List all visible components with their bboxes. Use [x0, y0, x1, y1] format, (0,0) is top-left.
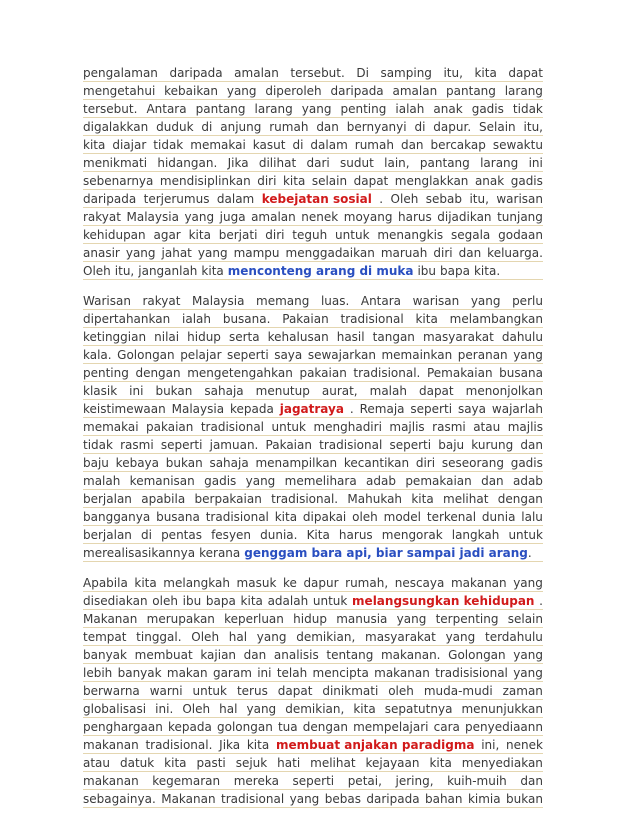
paragraph: [83, 292, 543, 562]
text-line: keistimewaan Malaysia kepada jagatraya . Remaja seperti saya wajarlah: [83, 402, 543, 416]
text-line: tempat tinggal. Oleh hal yang demikian, masyarakat yang terdahulu: [83, 630, 543, 644]
text-line: malah kemanisan gadis yang memelihara adab pemakaian dan adab: [83, 474, 543, 488]
highlighted-phrase-red: jagatraya: [279, 402, 344, 416]
text-line: kehidupan agar kita berjati diri teguh untuk menangkis segala godaan: [83, 228, 543, 242]
text-line: dipertahankan ialah busana. Pakaian tradisional kita melambangkan: [83, 312, 543, 326]
text-line: berjalan apabila berpakaian tradisional. Mahukah kita melihat dengan: [83, 492, 543, 506]
text-line: tidak rasmi seperti jamuan. Pakaian tradisional seperti baju kurung dan: [83, 438, 543, 452]
text-line: ketinggian nilai hidup serta kehalusan hasil tangan masyarakat dahulu: [83, 330, 543, 344]
highlighted-phrase-red: melangsungkan kehidupan: [352, 594, 535, 608]
highlighted-phrase-blue: genggam bara api, biar sampai jadi arang: [244, 546, 528, 560]
text-line: berjalan di pentas fesyen dunia. Kita harus mengorak langkah untuk: [83, 528, 543, 542]
highlighted-phrase-red: membuat anjakan paradigma: [275, 738, 475, 752]
text-line: lebih banyak makan garam ini telah mencipta makanan tradisisional yang: [83, 666, 543, 680]
text-line: berwarna warni untuk terus dapat dinikmati oleh muda-mudi zaman: [83, 684, 543, 698]
document-body: [83, 64, 543, 808]
text-line: mengetahui kebaikan yang diperoleh daripada amalan pantang larang: [83, 84, 543, 98]
text-line: baju kebaya bukan sahaja menampilkan kecantikan diri seseorang gadis: [83, 456, 543, 470]
text-line: pengalaman daripada amalan tersebut. Di samping itu, kita dapat: [83, 66, 543, 80]
text-line: Apabila kita melangkah masuk ke dapur rumah, nescaya makanan yang: [83, 576, 543, 590]
text-line: Makanan merupakan keperluan hidup manusia yang terpenting selain: [83, 612, 543, 626]
text-line: anasir yang jahat yang mampu menggadaikan maruah diri dan keluarga.: [83, 246, 543, 260]
text-line: menikmati hidangan. Jika dilihat dari sudut lain, pantang larang ini: [83, 156, 543, 170]
text-line: disediakan oleh ibu bapa kita adalah untuk melangsungkan kehidupan .: [83, 594, 543, 608]
text-line: penting dengan mengetengahkan pakaian tradisional. Pemakaian busana: [83, 366, 543, 380]
text-line: penghargaan kepada golongan tua dengan mempelajari cara penyediaann: [83, 720, 543, 734]
paragraph: [83, 574, 543, 808]
text-line: rakyat Malaysia yang juga amalan nenek moyang harus dijadikan tunjang: [83, 210, 543, 224]
text-line: kala. Golongan pelajar seperti saya sewajarkan memainkan peranan yang: [83, 348, 543, 362]
text-line: merealisasikannya kerana genggam bara api, biar sampai jadi arang .: [83, 544, 543, 562]
text-line: atau datuk kita pasti sejuk hati melihat kejayaan kita menyediakan: [83, 756, 543, 770]
highlighted-phrase-blue: menconteng arang di muka: [227, 264, 414, 278]
text-line: Warisan rakyat Malaysia memang luas. Antara warisan yang perlu: [83, 294, 543, 308]
text-line: kita diajar tidak memakai kasut di dalam rumah dan bercakap sewaktu: [83, 138, 543, 152]
text-line: sebagainya. Makanan tradisional yang bebas daripada bahan kimia bukan: [83, 792, 543, 806]
text-line: tersebut. Antara pantang larang yang penting ialah anak gadis tidak: [83, 102, 543, 116]
highlighted-phrase-red: kebejatan sosial: [261, 192, 372, 206]
text-line: klasik ini bukan sahaja menutup aurat, malah dapat menonjolkan: [83, 384, 543, 398]
text-line: makanan kegemaran mereka seperti petai, jering, kuih-muih dan: [83, 774, 543, 788]
text-line: bangganya busana tradisional kita dipakai oleh model terkenal dunia lalu: [83, 510, 543, 524]
text-line: memakai pakaian tradisional untuk menghadiri majlis rasmi atau majlis: [83, 420, 543, 434]
text-line: makanan tradisional. Jika kita membuat anjakan paradigma ini, nenek: [83, 738, 543, 752]
paragraph: [83, 64, 543, 280]
text-line: digalakkan duduk di anjung rumah dan bernyanyi di dapur. Selain itu,: [83, 120, 543, 134]
text-line: sebenarnya mendisiplinkan diri kita selain dapat menglakkan anak gadis: [83, 174, 543, 188]
text-line: daripada terjerumus dalam kebejatan sosial . Oleh sebab itu, warisan: [83, 192, 543, 206]
text-line: banyak membuat kajian dan analisis tentang makanan. Golongan yang: [83, 648, 543, 662]
text-line: globalisasi ini. Oleh hal yang demikian, kita sepatutnya menunjukkan: [83, 702, 543, 716]
text-line: Oleh itu, janganlah kita menconteng arang di muka ibu bapa kita.: [83, 262, 543, 280]
